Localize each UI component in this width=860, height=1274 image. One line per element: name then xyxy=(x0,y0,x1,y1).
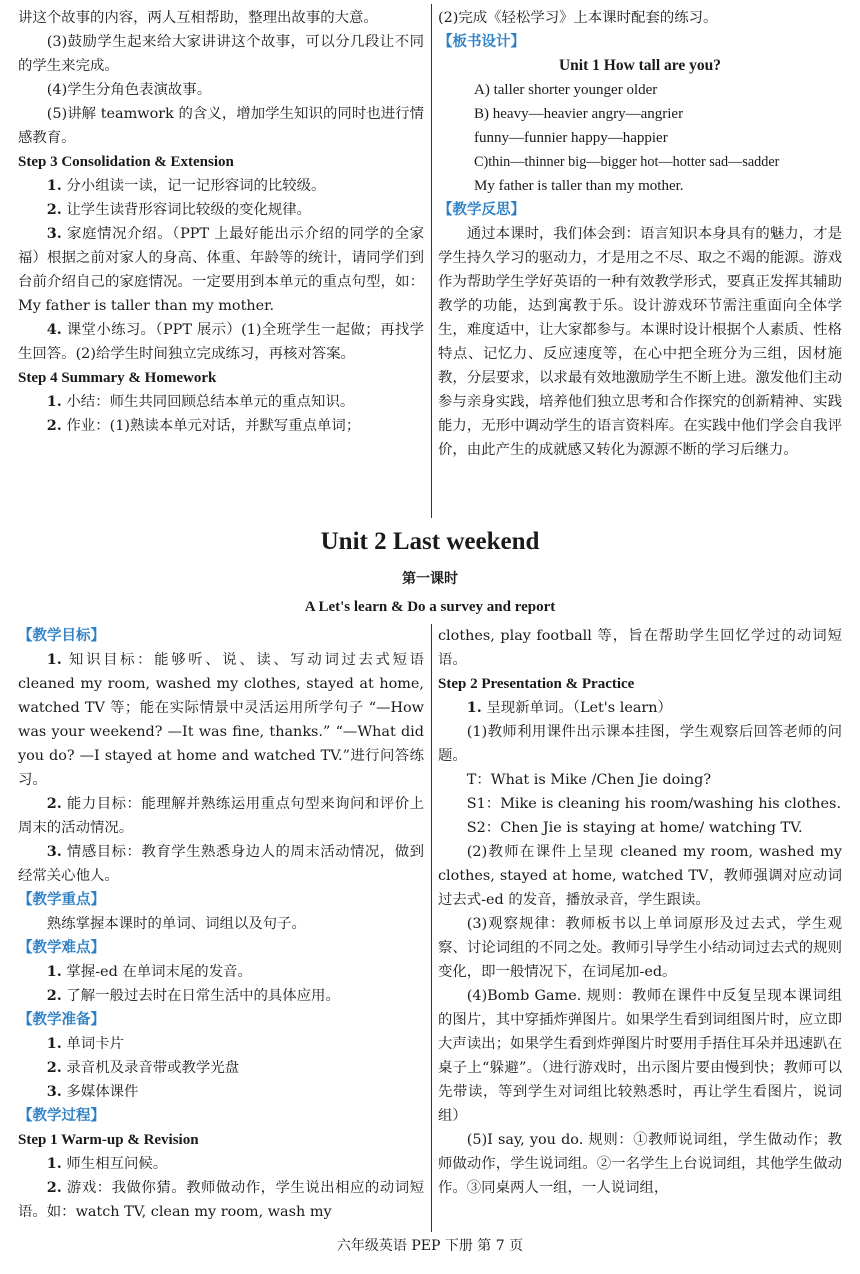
dialogue-line: T：What is Mike /Chen Jie doing? xyxy=(466,772,712,788)
list-item xyxy=(18,318,424,366)
list-item xyxy=(18,984,424,1008)
item-text: 小结：师生共同回顾总结本单元的重点知识。 xyxy=(66,394,355,410)
paragraph: (2)完成《轻松学习》上本课时配套的练习。 xyxy=(438,10,718,26)
section-heading-board: 【板书设计】 xyxy=(438,34,525,50)
item-text: 游戏：我做你猜。教师做动作，学生说出相应的动词短语。如：watch TV, clean my room, wash my xyxy=(18,1180,424,1220)
item-text: 多媒体课件 xyxy=(66,1084,139,1100)
item-number: 2. xyxy=(46,987,62,1004)
paragraph: (5)讲解 teamwork 的含义，增加学生知识的同时也进行情感教育。 xyxy=(18,106,424,146)
item-text: 录音机及录音带或教学光盘 xyxy=(66,1060,240,1076)
page-footer: 六年级英语 PEP 下册 第 7 页 xyxy=(336,1238,524,1254)
item-text: 情感目标：教育学生熟悉身边人的周末活动情况，做到经常关心他人。 xyxy=(18,844,424,884)
paragraph: (2)教师在课件上呈现 cleaned my room, washed my clothes, stayed at home, watched TV，教师强调对应动词过去式-ed 的发音，播放录音，学生跟读。 xyxy=(438,844,842,908)
item-number: 3. xyxy=(46,225,62,242)
step-heading: Step 4 Summary & Homework xyxy=(18,370,217,386)
item-text: 分小组读一读，记一记形容词的比较级。 xyxy=(66,178,326,194)
list-item xyxy=(18,648,424,792)
item-text: 知识目标：能够听、说、读、写动词过去式短语 cleaned my room, washed my clothes, stayed at home, watched TV 等；能在实际情景中灵活运用所学句子 “—How was your weekend? —It was fine, thanks.” “—What did you do? —I stayed at home and watched TV.”进行问答练习。 xyxy=(18,652,424,788)
item-text: 单词卡片 xyxy=(66,1036,124,1052)
left-column-bottom xyxy=(18,624,424,1224)
list-item xyxy=(18,1176,424,1224)
item-text: 了解一般过去时在日常生活中的具体应用。 xyxy=(66,988,340,1004)
item-text: 能力目标：能理解并熟练运用重点句型来询问和评价上周末的活动情况。 xyxy=(18,796,424,836)
paragraph: 通过本课时，我们体会到：语言知识本身具有的魅力，才是学生持久学习的驱动力，才是用之不尽、取之不竭的能源。游戏作为帮助学生学好英语的一种有效教学形式，要真正发挥其辅助教学的功能，达到寓教于乐。设计游戏环节需注重面向全体学生，难度适中，让大家都参与。本课时设计根据个人素质、性格特点、记忆力、反应速度等，在心中把全班分为三组，因材施教，分层要求，以求最有效地激励学生不断上进。激发他们主动参与亲身实践，培养他们独立思考和合作探究的创新精神、实践能力，无形中调动学生的语言资料库。在实践中他们学会自我评价，由此产生的成就感又转化为源源不断的学习后继力。 xyxy=(438,226,842,458)
item-text: 掌握-ed 在单词末尾的发音。 xyxy=(66,964,252,980)
paragraph: 讲这个故事的内容，两人互相帮助，整理出故事的大意。 xyxy=(18,10,378,26)
item-text: 让学生读背形容词比较级的变化规律。 xyxy=(66,202,312,218)
item-number: 2. xyxy=(46,795,62,812)
item-text: 课堂小练习。（PPT 展示）(1)全班学生一起做；再找学生回答。(2)给学生时间独立完成练习，再核对答案。 xyxy=(18,322,424,362)
list-item xyxy=(18,174,424,198)
paragraph: 熟练掌握本课时的单词、词组以及句子。 xyxy=(46,916,306,932)
item-number: 1. xyxy=(46,963,62,980)
dialogue-line: S1：Mike is cleaning his room/washing his clothes. xyxy=(466,796,842,812)
list-item xyxy=(18,1152,424,1176)
section-heading-key-points: 【教学重点】 xyxy=(18,892,105,908)
item-number: 1. xyxy=(46,1035,62,1052)
right-column-top xyxy=(438,6,842,462)
board-line: funny—funnier happy—happier xyxy=(474,130,668,146)
section-heading-difficulties: 【教学难点】 xyxy=(18,940,105,956)
list-item xyxy=(18,1032,424,1056)
item-number: 1. xyxy=(46,651,62,668)
list-item xyxy=(438,696,842,720)
item-number: 4. xyxy=(46,321,62,338)
paragraph: (1)教师利用课件出示课本挂图，学生观察后回答老师的问题。 xyxy=(438,724,842,764)
list-item xyxy=(18,198,424,222)
item-number: 3. xyxy=(46,1083,62,1100)
board-line: My father is taller than my mother. xyxy=(474,178,684,194)
paragraph: (5)I say, you do. 规则：①教师说词组，学生做动作；教师做动作，学生说词组。②一名学生上台说词组，其他学生做动作。③同桌两人一组，一人说词组， xyxy=(438,1132,842,1196)
list-item xyxy=(18,414,424,438)
dialogue-line: S2：Chen Jie is staying at home/ watching TV. xyxy=(466,820,803,836)
column-divider-top xyxy=(431,4,432,518)
step-heading: Step 3 Consolidation & Extension xyxy=(18,154,234,170)
item-number: 2. xyxy=(46,1059,62,1076)
list-item xyxy=(18,792,424,840)
paragraph: clothes, play football 等，旨在帮助学生回忆学过的动词短语。 xyxy=(438,628,842,668)
board-line: A) taller shorter younger older xyxy=(474,82,658,98)
section-heading-preparation: 【教学准备】 xyxy=(18,1012,105,1028)
step-heading: Step 2 Presentation & Practice xyxy=(438,676,635,692)
step-heading: Step 1 Warm-up & Revision xyxy=(18,1132,199,1148)
item-number: 1. xyxy=(46,1155,62,1172)
item-number: 1. xyxy=(46,393,62,410)
item-number: 1. xyxy=(466,699,482,716)
item-text: 呈现新单词。（Let's learn） xyxy=(486,700,672,716)
paragraph: (4)Bomb Game. 规则：教师在课件中反复呈现本课词组的图片，其中穿插炸弹图片。如果学生看到词组图片时，应立即大声读出；如果学生看到炸弹图片时要用手捂住耳朵并迅速趴在桌子上“躲避”。（进行游戏时，出示图片要由慢到快；教师可以先带读，等到学生对词组比较熟悉时，再让学生看图片，说词组） xyxy=(438,988,842,1124)
paragraph: (3)鼓励学生起来给大家讲讲这个故事，可以分几段让不同的学生来完成。 xyxy=(18,34,424,74)
list-item xyxy=(18,222,424,318)
section-heading-reflection: 【教学反思】 xyxy=(438,202,525,218)
item-text: 家庭情况介绍。（PPT 上最好能出示介绍的同学的全家福）根据之前对家人的身高、体重、年龄等的统计，请同学们到台前介绍自己的家庭情况。一定要用到本单元的重点句型，如：My father is taller than my mother. xyxy=(18,226,424,314)
paragraph: (3)观察规律：教师板书以上单词原形及过去式，学生观察、讨论词组的不同之处。教师引导学生小结动词过去式的规则变化，即一般情况下，在词尾加-ed。 xyxy=(438,916,842,980)
item-number: 2. xyxy=(46,1179,62,1196)
list-item xyxy=(18,1080,424,1104)
lesson-title: 第一课时 xyxy=(402,571,458,587)
item-number: 2. xyxy=(46,201,62,218)
list-item xyxy=(18,960,424,984)
item-number: 1. xyxy=(46,177,62,194)
unit-title: Unit 2 Last weekend xyxy=(320,528,540,555)
list-item xyxy=(18,390,424,414)
board-line: B) heavy—heavier angry—angrier xyxy=(474,106,684,122)
item-number: 2. xyxy=(46,417,62,434)
board-title: Unit 1 How tall are you? xyxy=(558,57,722,74)
list-item xyxy=(18,1056,424,1080)
lesson-subtitle: A Let's learn & Do a survey and report xyxy=(304,599,556,615)
column-divider-bottom xyxy=(431,624,432,1232)
item-number: 3. xyxy=(46,843,62,860)
left-column-top xyxy=(18,6,424,438)
right-column-bottom xyxy=(438,624,842,1200)
paragraph: (4)学生分角色表演故事。 xyxy=(46,82,212,98)
section-heading-process: 【教学过程】 xyxy=(18,1108,105,1124)
item-text: 师生相互问候。 xyxy=(66,1156,168,1172)
item-text: 作业：(1)熟读本单元对话，并默写重点单词； xyxy=(66,418,361,434)
section-heading-goals: 【教学目标】 xyxy=(18,628,105,644)
board-line: C)thin—thinner big—bigger hot—hotter sad—sadder xyxy=(474,154,780,170)
list-item xyxy=(18,840,424,888)
